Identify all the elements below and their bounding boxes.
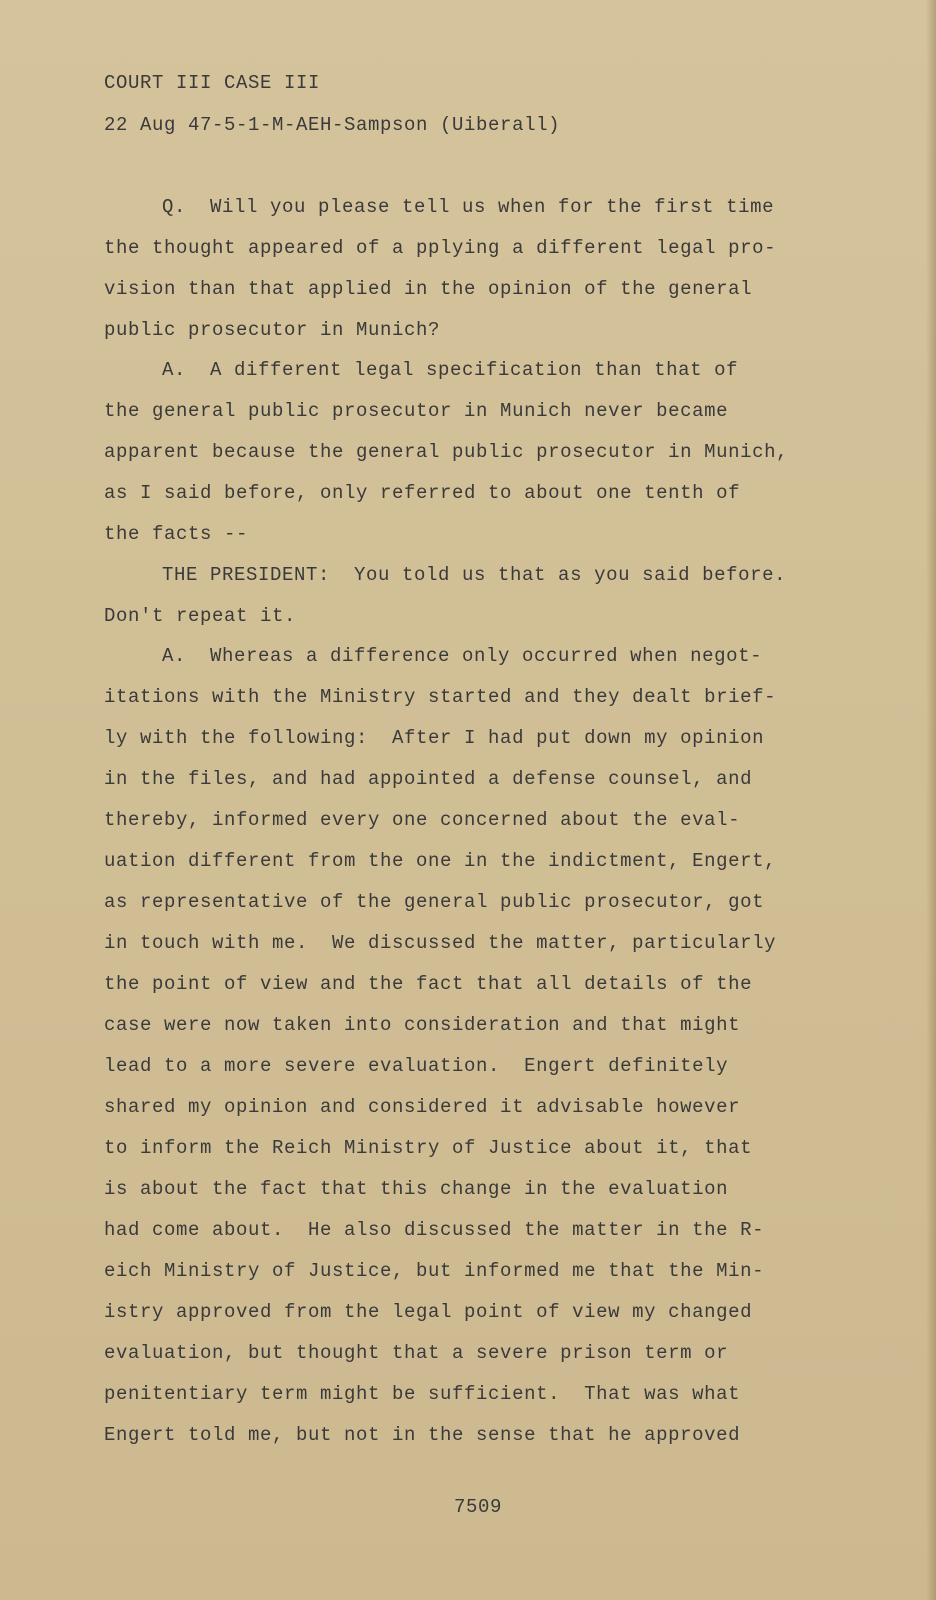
transcript-line: to inform the Reich Ministry of Justice about it, that	[104, 1137, 753, 1159]
transcript-line: penitentiary term might be sufficient. That was what	[104, 1383, 741, 1405]
transcript-line: apparent because the general public prosecutor in Munich,	[104, 441, 789, 463]
transcript-line: Q. Will you please tell us when for the first time	[162, 196, 775, 218]
transcript-line: public prosecutor in Munich?	[104, 319, 441, 341]
transcript-line: evaluation, but thought that a severe prison term or	[104, 1342, 729, 1364]
page-edge-shadow	[926, 0, 936, 1600]
transcript-line: vision than that applied in the opinion of the general	[104, 278, 753, 300]
transcript-line: Don't repeat it.	[104, 605, 297, 627]
transcript-line: as representative of the general public prosecutor, got	[104, 891, 765, 913]
transcript-line: A. Whereas a difference only occurred when negot-	[162, 645, 763, 667]
transcript-line: istry approved from the legal point of view my changed	[104, 1301, 753, 1323]
transcript-line: the point of view and the fact that all details of the	[104, 973, 753, 995]
transcript-line: ly with the following: After I had put down my opinion	[104, 727, 765, 749]
transcript-line: in the files, and had appointed a defense counsel, and	[104, 768, 753, 790]
transcript-line: uation different from the one in the indictment, Engert,	[104, 850, 777, 872]
transcript-line: the thought appeared of a pplying a different legal pro-	[104, 237, 777, 259]
transcript-line: the facts --	[104, 523, 249, 545]
session-header: 22 Aug 47-5-1-M-AEH-Sampson (Uiberall)	[104, 114, 561, 136]
transcript-line: lead to a more severe evaluation. Engert definitely	[104, 1055, 729, 1077]
transcript-line: eich Ministry of Justice, but informed me that the Min-	[104, 1260, 765, 1282]
transcript-line: Engert told me, but not in the sense that he approved	[104, 1424, 741, 1446]
transcript-line: case were now taken into consideration and that might	[104, 1014, 741, 1036]
transcript-line: in touch with me. We discussed the matter, particularly	[104, 932, 777, 954]
court-case-header: COURT III CASE III	[104, 72, 321, 94]
page-number: 7509	[454, 1496, 503, 1518]
transcript-line: had come about. He also discussed the matter in the R-	[104, 1219, 765, 1241]
transcript-line: itations with the Ministry started and they dealt brief-	[104, 686, 777, 708]
transcript-line: the general public prosecutor in Munich never became	[104, 400, 729, 422]
transcript-line: A. A different legal specification than that of	[162, 359, 739, 381]
transcript-line: shared my opinion and considered it advisable however	[104, 1096, 741, 1118]
transcript-line: thereby, informed every one concerned about the eval-	[104, 809, 741, 831]
transcript-line: is about the fact that this change in the evaluation	[104, 1178, 729, 1200]
transcript-line: THE PRESIDENT: You told us that as you said before.	[162, 564, 787, 586]
transcript-line: as I said before, only referred to about one tenth of	[104, 482, 741, 504]
